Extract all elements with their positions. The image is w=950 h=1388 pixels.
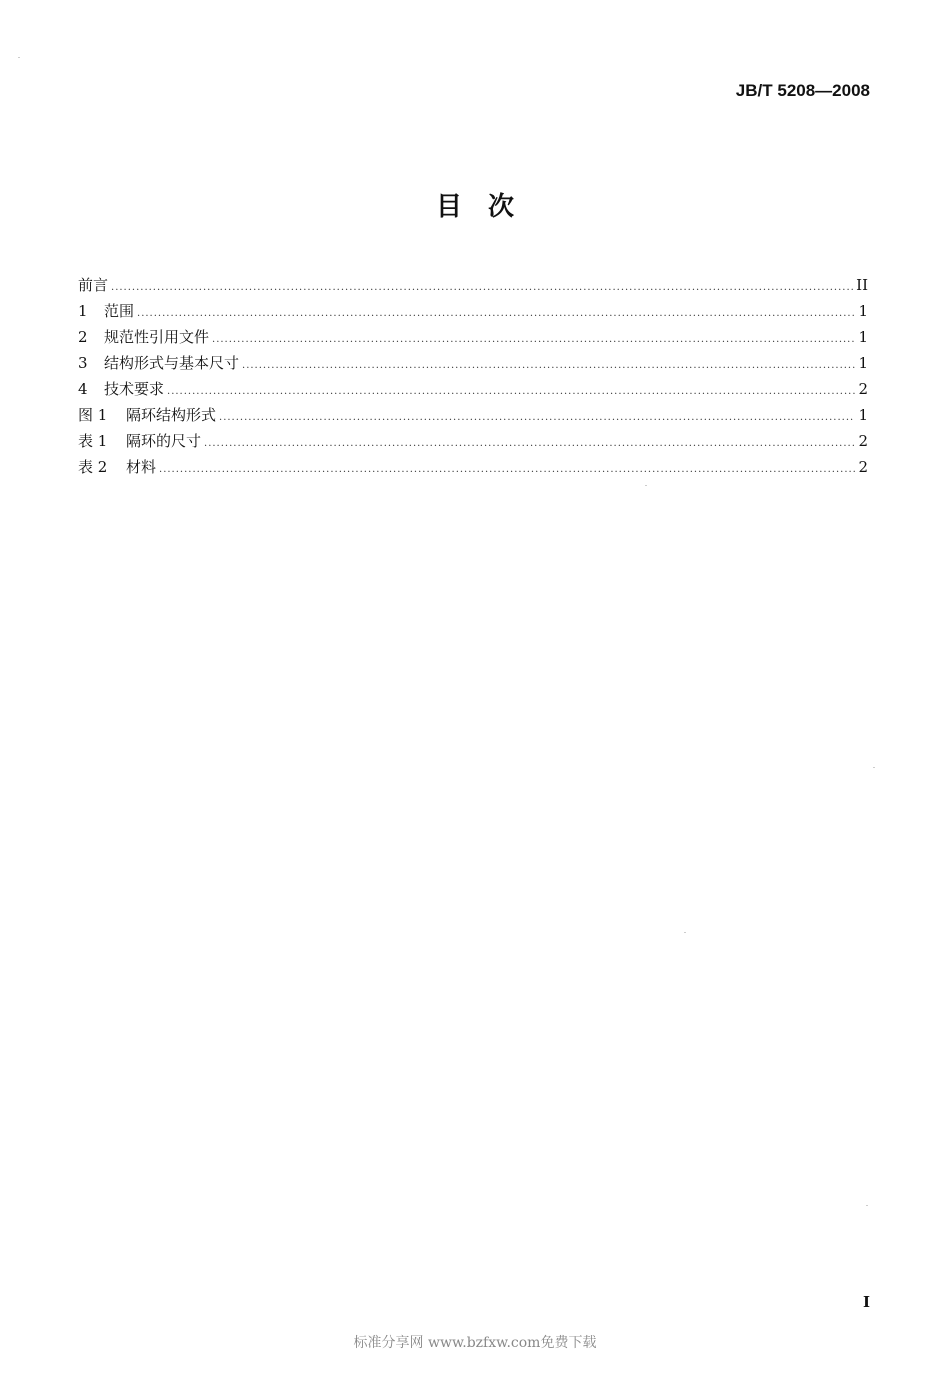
toc-entry-number: 表 2 xyxy=(78,458,108,476)
toc-entry-number: 1 xyxy=(78,302,88,320)
toc-entry-page: 1 xyxy=(858,406,868,424)
toc-entry-number: 图 1 xyxy=(78,406,108,424)
toc-entry-normative-references[interactable] xyxy=(78,324,868,350)
toc-entry-technical-requirements[interactable] xyxy=(78,376,868,402)
toc-entry-table-1[interactable] xyxy=(78,428,868,454)
scan-speck xyxy=(866,1205,868,1206)
toc-entry-structure-dimensions[interactable] xyxy=(78,350,868,376)
toc-leader-dots xyxy=(242,353,855,379)
toc-entry-page: 1 xyxy=(858,302,868,320)
toc-entry-label: 隔环结构形式 xyxy=(126,406,217,424)
footer-watermark: 标准分享网 www.bzfxw.com免费下载 xyxy=(353,1335,597,1351)
scan-speck xyxy=(684,932,686,933)
toc-entry-label: 规范性引用文件 xyxy=(104,328,210,346)
scan-speck xyxy=(873,767,875,768)
toc-entry-label: 结构形式与基本尺寸 xyxy=(104,354,240,372)
toc-entry-foreword[interactable] xyxy=(78,272,868,298)
toc-leader-dots xyxy=(111,275,853,301)
toc-leader-dots xyxy=(167,379,855,405)
toc-entry-number: 4 xyxy=(78,380,88,398)
toc-entry-page: II xyxy=(856,276,868,294)
page-number: I xyxy=(862,1293,870,1311)
standard-code: JB/T 5208—2008 xyxy=(735,81,870,100)
toc-entry-number: 表 1 xyxy=(78,432,108,450)
scan-speck xyxy=(18,57,20,58)
toc-title: 目 次 xyxy=(435,192,514,222)
toc-leader-dots xyxy=(219,405,855,431)
toc-entry-label: 隔环的尺寸 xyxy=(126,432,202,450)
toc-entry-label: 前言 xyxy=(78,276,109,294)
table-of-contents xyxy=(78,272,868,480)
toc-entry-label: 技术要求 xyxy=(104,380,165,398)
toc-entry-page: 2 xyxy=(858,432,868,450)
toc-leader-dots xyxy=(212,327,855,353)
toc-leader-dots xyxy=(159,457,855,483)
toc-entry-page: 2 xyxy=(858,458,868,476)
toc-leader-dots xyxy=(204,431,855,457)
toc-entry-number: 3 xyxy=(78,354,88,372)
toc-leader-dots xyxy=(137,301,855,327)
toc-entry-page: 1 xyxy=(858,328,868,346)
scan-speck xyxy=(645,485,647,486)
toc-entry-table-2[interactable] xyxy=(78,454,868,480)
toc-entry-number: 2 xyxy=(78,328,88,346)
toc-entry-figure-1[interactable] xyxy=(78,402,868,428)
toc-entry-scope[interactable] xyxy=(78,298,868,324)
toc-entry-page: 1 xyxy=(858,354,868,372)
toc-entry-label: 材料 xyxy=(126,458,157,476)
toc-entry-label: 范围 xyxy=(104,302,135,320)
toc-entry-page: 2 xyxy=(858,380,868,398)
